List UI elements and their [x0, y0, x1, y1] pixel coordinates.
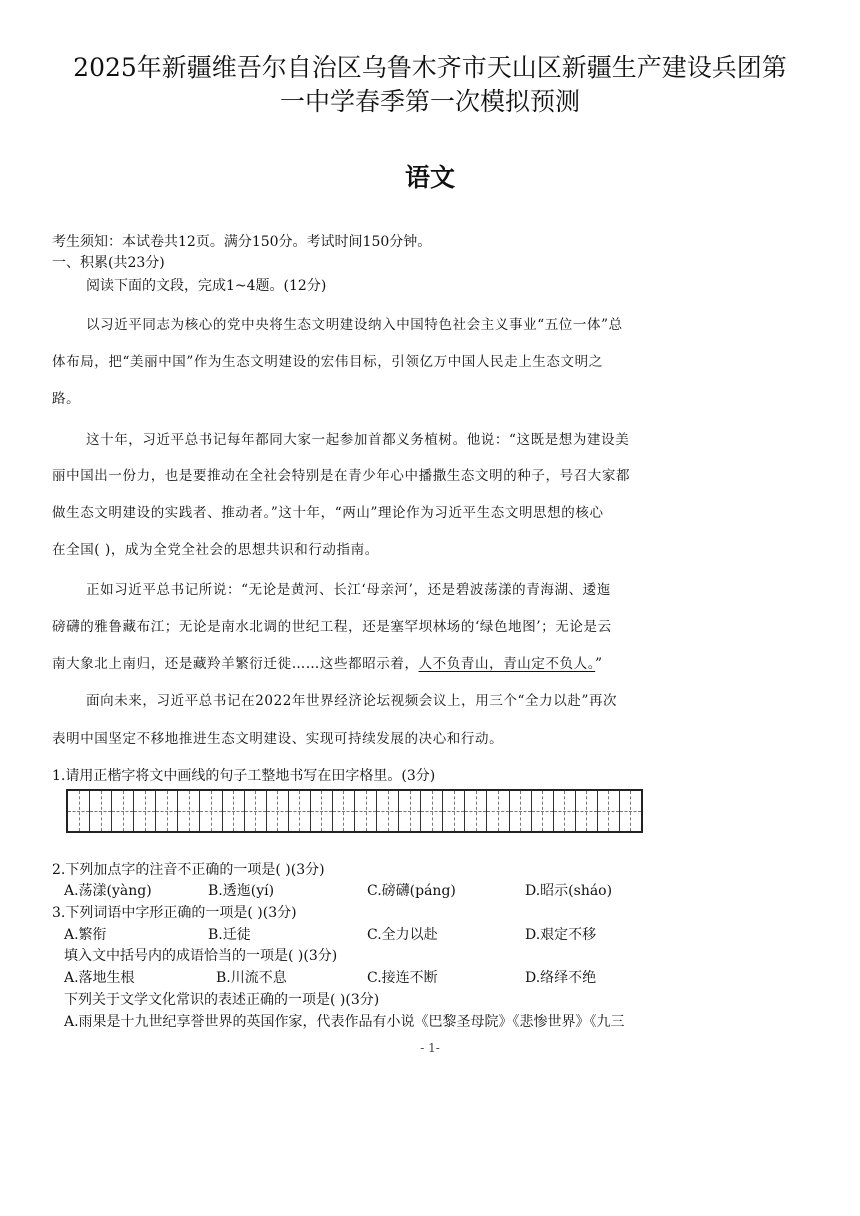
question-3: 3.下列词语中字形正确的一项是( )(3分)	[52, 905, 297, 921]
passage-line: 体布局，把“美丽中国”作为生态文明建设的宏伟目标，引领亿万中国人民走上生态文明之	[52, 354, 603, 370]
grid-cell[interactable]	[333, 791, 355, 831]
q3-option-a[interactable]: A.繁衔	[64, 927, 107, 943]
passage-line: 在全国( )，成为全党全社会的思想共识和行动指南。	[52, 542, 379, 558]
closing-quote: ”	[595, 656, 603, 672]
grid-cell[interactable]	[510, 791, 532, 831]
grid-cell[interactable]	[200, 791, 222, 831]
grid-cell[interactable]	[443, 791, 465, 831]
question-4: 填入文中括号内的成语恰当的一项是( )(3分)	[64, 948, 338, 964]
passage-line: 做生态文明建设的实践者、推动者。”这十年，“两山”理论作为习近平生态文明思想的核心	[52, 505, 604, 521]
q2-option-a[interactable]: A.荡漾(yàng)	[64, 883, 152, 899]
passage-line: 表明中国坚定不移地推进生态文明建设、实现可持续发展的决心和行动。	[52, 731, 504, 747]
subject-title: 语文	[404, 163, 455, 192]
question-2: 2.下列加点字的注音不正确的一项是( )(3分)	[52, 862, 325, 878]
grid-cell[interactable]	[620, 791, 641, 831]
q4-option-d[interactable]: D.络绎不绝	[525, 970, 597, 986]
tianzi-writing-grid[interactable]	[66, 789, 643, 833]
grid-cell[interactable]	[90, 791, 112, 831]
grid-cell[interactable]	[289, 791, 311, 831]
grid-cell[interactable]	[554, 791, 576, 831]
question-5: 下列关于文学文化常识的表述正确的一项是( )(3分)	[64, 992, 380, 1008]
q5-option-a[interactable]: A.雨果是十九世纪享誉世界的英国作家，代表作品有小说《巴黎圣母院》《悲惨世界》《九三	[64, 1014, 625, 1030]
question-1: 1.请用正楷字将文中画线的句子工整地书写在田字格里。(3分)	[52, 768, 436, 784]
q2-option-d[interactable]: D.昭示(sháo)	[525, 883, 613, 899]
grid-cell[interactable]	[421, 791, 443, 831]
q4-option-c[interactable]: C.接连不断	[367, 970, 438, 986]
grid-cell[interactable]	[465, 791, 487, 831]
grid-cell[interactable]	[245, 791, 267, 831]
passage-line: 磅礴的雅鲁藏布江；无论是南水北调的世纪工程，还是塞罕坝林场的‘绿色地图’；无论是云	[52, 619, 612, 635]
passage-line: 以习近平同志为核心的党中央将生态文明建设纳入中国特色社会主义事业“五位一体”总	[86, 317, 623, 333]
q2-option-b[interactable]: B.透迤(yí)	[208, 883, 275, 899]
passage-line	[52, 652, 603, 672]
grid-cell[interactable]	[399, 791, 421, 831]
page-number: - 1-	[420, 1041, 440, 1055]
q4-option-a[interactable]: A.落地生根	[64, 970, 135, 986]
grid-cell[interactable]	[598, 791, 620, 831]
grid-cell[interactable]	[377, 791, 399, 831]
passage-line: 这十年，习近平总书记每年都同大家一起参加首都义务植树。他说：“这既是想为建设美	[86, 432, 630, 448]
grid-cell[interactable]	[576, 791, 598, 831]
q3-option-b[interactable]: B.迁徒	[208, 927, 251, 943]
q2-option-c[interactable]: C.磅礴(páng)	[367, 883, 456, 899]
grid-cell[interactable]	[223, 791, 245, 831]
grid-cell[interactable]	[487, 791, 509, 831]
section-heading: 一、积累(共23分)	[52, 255, 165, 271]
grid-cell[interactable]	[267, 791, 289, 831]
grid-cell[interactable]	[532, 791, 554, 831]
grid-cell[interactable]	[68, 791, 90, 831]
passage-text: 南大象北上南归，还是藏羚羊繁衍迁徙……这些都昭示着，	[52, 656, 419, 672]
q4-option-b[interactable]: B.川流不息	[216, 970, 287, 986]
grid-cell[interactable]	[178, 791, 200, 831]
q3-option-d[interactable]: D.艰定不移	[525, 927, 597, 943]
passage-line: 面向未来，习近平总书记在2022年世界经济论坛视频会议上，用三个“全力以赴”再次	[86, 693, 618, 709]
underlined-sentence: 人不负青山，青山定不负人。	[418, 656, 596, 672]
exam-title-line2: 一中学春季第一次模拟预测	[279, 87, 580, 116]
exam-title-line1: 2025年新疆维吾尔自治区乌鲁木齐市天山区新疆生产建设兵团第	[73, 53, 787, 82]
grid-cell[interactable]	[112, 791, 134, 831]
grid-cell[interactable]	[134, 791, 156, 831]
section-instruction: 阅读下面的文段，完成1~4题。(12分)	[86, 278, 327, 294]
passage-line: 路。	[52, 391, 81, 407]
grid-cell[interactable]	[355, 791, 377, 831]
grid-cell[interactable]	[156, 791, 178, 831]
grid-cell[interactable]	[311, 791, 333, 831]
q3-option-c[interactable]: C.全力以赴	[367, 927, 438, 943]
passage-line: 正如习近平总书记所说：“无论是黄河、长江‘母亲河’，还是碧波荡漾的青海湖、逶迤	[86, 582, 611, 598]
exam-notice: 考生须知：本试卷共12页。满分150分。考试时间150分钟。	[52, 234, 432, 250]
passage-line: 丽中国出一份力，也是要推动在全社会特别是在青少年心中播撒生态文明的种子，号召大家都	[52, 468, 631, 484]
